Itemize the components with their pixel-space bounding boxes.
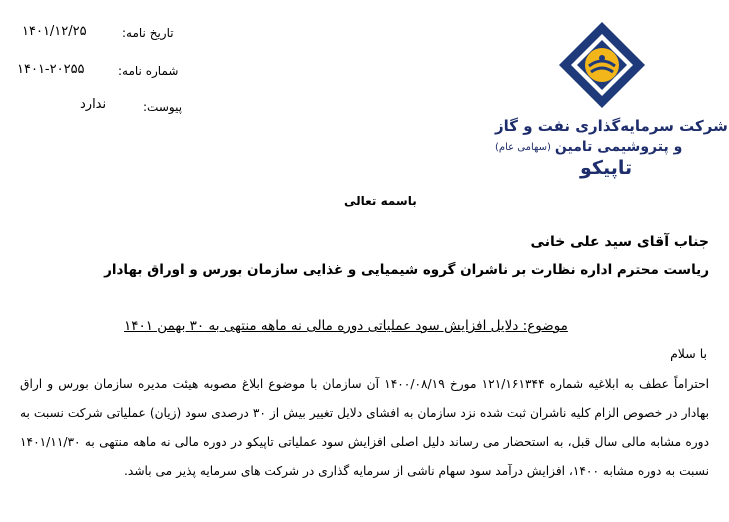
letter-date-label: تاریخ نامه: — [122, 26, 174, 40]
letter-number-label: شماره نامه: — [118, 64, 179, 78]
letter-attachment-value: ندارد — [80, 97, 107, 112]
company-logo-icon — [557, 20, 647, 110]
letter-body: احتراماً عطف به ابلاغیه شماره ۱۲۱/۱۶۱۳۴۴ مورخ ۱۴۰۰/۰۸/۱۹ آن سازمان با موضوع ابلاغ مصوبه هیئت مدیره سازمان بورس و اراق بهادار در خصوص الزام کلیه ناشران ثبت شده نزد سازمان به افشای دلایل تغییر بیش از ۳۰ درصدی سود (زیان) عملیاتی شرکت نسبت به دوره مشابه مالی سال قبل، به استحضار می رساند دلیل اصلی افزایش سود عملیاتی تاپیکو در دوره مالی نه ماهه منتهی به ۱۴۰۱/۱۱/۳۰ نسبت به دوره مشابه ۱۴۰۰، افزایش درآمد سود سهام ناشی از سرمایه گذاری در شرکت های سرمایه پذیر می باشد. — [20, 377, 710, 478]
company-name-line1: شرکت سرمایه‌گذاری نفت و گاز — [495, 117, 728, 135]
company-type: (سهامی عام) — [495, 141, 551, 153]
company-name-line2-text: و پتروشیمی تامین — [554, 139, 683, 155]
letter-subject: موضوع: دلایل افزایش سود عملیاتی دوره مالی نه ماهه منتهی به ۳۰ بهمن ۱۴۰۱ — [124, 318, 568, 334]
recipient-title: ریاست محترم اداره نظارت بر ناشران گروه شیمیایی و غذایی سازمان بورس و اوراق بهادار — [104, 262, 709, 278]
letter-number-value: ۱۴۰۱-۲۰۲۵۵ — [17, 62, 85, 77]
invocation: باسمه تعالی — [344, 194, 417, 208]
company-name-line2 — [495, 139, 682, 155]
letter-attachment-label: پیوست: — [143, 100, 183, 114]
recipient-name: جناب آقای سید علی خانی — [530, 234, 709, 250]
greeting: با سلام — [670, 346, 707, 361]
letter-date-value: ۱۴۰۱/۱۲/۲۵ — [22, 24, 87, 39]
company-brand-name: تاپیکو — [580, 157, 633, 179]
